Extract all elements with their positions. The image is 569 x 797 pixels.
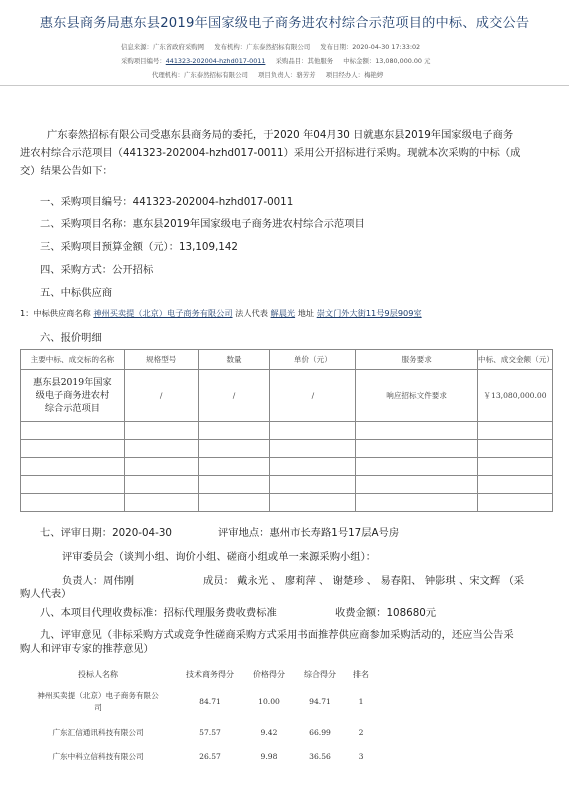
header-divider — [0, 85, 569, 86]
review-committee: 评审委员会（谈判小组、询价小组、磋商小组或单一来源采购小组）： — [62, 551, 377, 563]
header-total-score: 综合得分 — [304, 669, 336, 679]
intro-line-1: 广东泰然招标有限公司受惠东县商务局的委托，于2020 年04月30 日就惠东县2019年国家级电子商务 — [47, 129, 514, 141]
table-row — [20, 720, 376, 744]
tech-score: 26.57 — [199, 751, 221, 761]
table-row — [20, 684, 376, 720]
cell-item-name — [21, 370, 125, 422]
intro-line-3: 交）结果公告如下： — [20, 165, 113, 177]
section-review-opinion-cont: 购人和评审专家的推荐意见） — [20, 643, 154, 655]
supplier-name: 神州买卖提（北京）电子商务有限公司 — [93, 308, 233, 318]
score-table-header — [20, 664, 376, 684]
bidder-name-line: 司 — [94, 703, 102, 712]
header-tech-score: 技术商务得分 — [186, 669, 234, 679]
price-score: 9.98 — [260, 751, 278, 761]
header-spec: 规格型号 — [124, 350, 198, 370]
section-project-name: 二、采购项目名称：惠东县2019年国家级电子商务进农村综合示范项目 — [40, 218, 365, 230]
lead-label: 项目负责人： — [258, 71, 297, 79]
tech-score: 57.57 — [199, 727, 221, 737]
table-row — [20, 744, 376, 768]
supplier-addr: 崇文门外大街11号9层909室 — [316, 308, 422, 318]
score-table — [20, 664, 376, 768]
category-value: 其他服务 — [307, 57, 334, 65]
price-score: 10.00 — [258, 697, 280, 706]
cell-amount: ￥13,080,000.00 — [477, 370, 552, 422]
total-score: 66.99 — [309, 727, 331, 737]
committee-members: 成员： 戴永光 、 廖莉萍 、 谢楚珍 、 易春阳、 钟影琪 、宋文辉 （采 — [203, 575, 525, 587]
bidder-name-line: 神州买卖提（北京）电子商务有限公 — [37, 691, 159, 700]
amount-label: 中标金额： — [343, 57, 376, 65]
cell-service: 响应招标文件要求 — [356, 370, 478, 422]
header-price-score: 价格得分 — [253, 669, 285, 679]
bidder-name — [20, 684, 176, 720]
section-price-details: 六、报价明细 — [40, 332, 102, 344]
meta-line-2 — [121, 56, 430, 65]
section-winning-supplier: 五、中标供应商 — [40, 287, 113, 299]
committee-members-cont: 购人代表） — [20, 588, 72, 600]
bidder-name: 广东中科立信科技有限公司 — [52, 751, 144, 761]
review-place: 评审地点：惠州市长寿路1号17层A号房 — [218, 527, 400, 539]
supplier-rep: 解晨光 — [270, 308, 296, 318]
table-row — [21, 370, 553, 422]
section-fee-standard: 八、本项目代理收费标准：招标代理服务费收费标准 — [40, 607, 277, 619]
cell-spec: / — [124, 370, 198, 422]
project-no-value: 441323-202004-hzhd017-0011 — [165, 57, 266, 65]
section-review-opinion: 九、评审意见（非标采购方式或竞争性磋商采购方式采用书面推荐供应商参加采购活动的，还应当公告采 — [40, 629, 514, 641]
table-row-empty — [21, 422, 553, 440]
item-name-line: 惠东县2019年国家 — [33, 377, 112, 388]
publisher-label: 发布机构： — [214, 43, 247, 51]
meta-line-1 — [121, 42, 420, 51]
header-unit-price: 单价（元） — [270, 350, 356, 370]
bidder-name: 广东汇信通讯科技有限公司 — [52, 727, 144, 737]
supplier-line — [20, 308, 422, 319]
intro-line-2: 进农村综合示范项目（441323-202004-hzhd017-0011）采用公开招标进行采购。现就本次采购的中标（成 — [20, 147, 521, 159]
section-project-no: 一、采购项目编号：441323-202004-hzhd017-0011 — [40, 196, 294, 208]
section-budget: 三、采购项目预算金额（元）：13,109,142 — [40, 241, 238, 253]
tech-score: 84.71 — [199, 697, 221, 706]
supplier-addr-label: 地址 — [297, 308, 315, 318]
price-table — [20, 349, 553, 512]
agency-label: 代理机构： — [152, 71, 184, 79]
lead-value: 骆芳芳 — [296, 71, 316, 79]
header-amount: 中标、成交金额（元） — [477, 350, 552, 370]
table-row-empty — [21, 476, 553, 494]
supplier-rep-label: 法人代表 — [235, 308, 268, 318]
handler-label: 项目经办人： — [325, 71, 365, 79]
table-row-empty — [21, 458, 553, 476]
agency-value: 广东泰然招标有限公司 — [183, 71, 248, 79]
publisher-value: 广东泰然招标有限公司 — [246, 43, 311, 51]
header-item-name: 主要中标、成交标的名称 — [21, 350, 125, 370]
committee-leader: 负责人：周伟刚 — [62, 575, 135, 587]
rank: 2 — [358, 727, 364, 737]
item-name-line: 综合示范项目 — [44, 403, 100, 414]
review-date: 七、评审日期：2020-04-30 — [40, 527, 172, 539]
time-label: 发布日期： — [320, 43, 353, 51]
source-value: 广东省政府采购网 — [152, 43, 205, 51]
cell-unit-price: / — [270, 370, 356, 422]
amount-value: 13,080,000.00 元 — [375, 57, 431, 65]
project-no-label: 采购项目编号： — [121, 57, 166, 65]
header-qty: 数量 — [198, 350, 270, 370]
header-bidder: 投标人名称 — [78, 669, 118, 679]
time-value: 2020-04-30 17:33:02 — [352, 43, 421, 51]
supplier-prefix: 1：中标供应商名称 — [20, 308, 91, 318]
total-score: 36.56 — [309, 751, 331, 761]
table-row-empty — [21, 440, 553, 458]
rank: 3 — [358, 751, 364, 761]
item-name-line: 级电子商务进农村 — [35, 390, 110, 401]
price-score: 9.42 — [260, 727, 278, 737]
cell-qty: / — [198, 370, 270, 422]
source-label: 信息来源： — [121, 43, 153, 51]
section-method: 四、采购方式：公开招标 — [40, 264, 154, 276]
fee-amount: 收费金额：108680元 — [335, 607, 437, 619]
price-table-header — [21, 350, 553, 370]
category-label: 采购品目： — [275, 57, 308, 65]
page-title: 惠东县商务局惠东县2019年国家级电子商务进农村综合示范项目的中标、成交公告 — [39, 16, 530, 31]
header-rank: 排名 — [353, 669, 369, 679]
total-score: 94.71 — [309, 697, 331, 706]
table-row-empty — [21, 494, 553, 512]
handler-value: 梅艳婷 — [364, 71, 384, 79]
header-service: 服务要求 — [356, 350, 478, 370]
meta-line-3 — [152, 70, 383, 79]
rank: 1 — [358, 697, 364, 706]
